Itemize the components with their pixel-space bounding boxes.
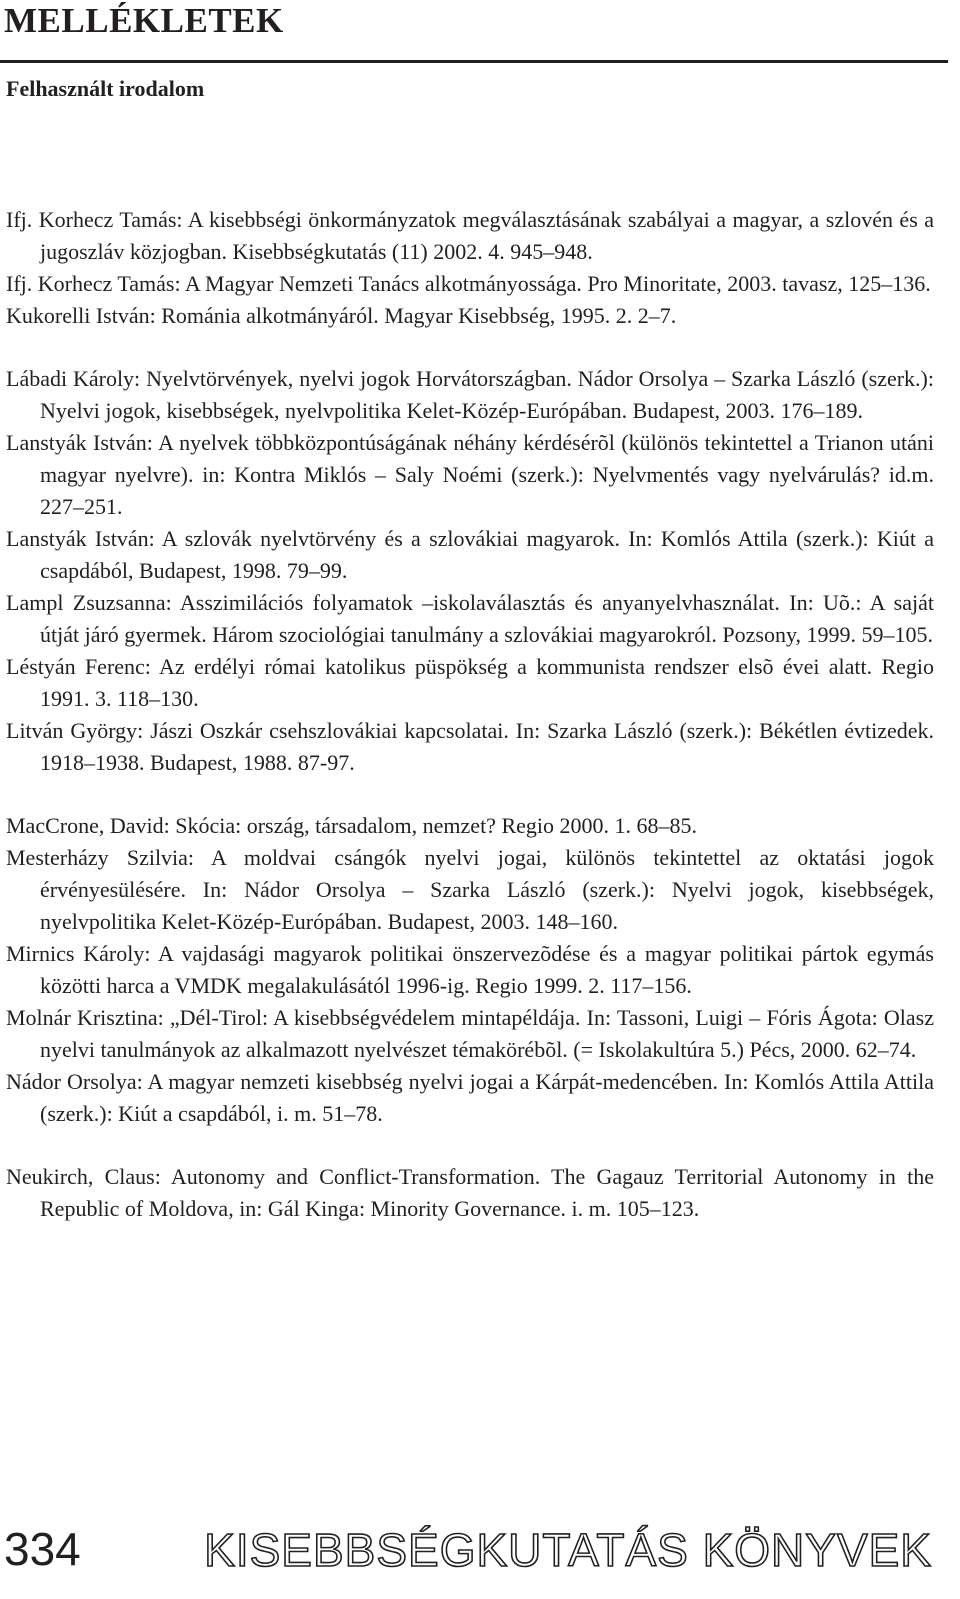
- section-heading: Felhasznált irodalom: [6, 76, 205, 101]
- reference-entry: Ifj. Korhecz Tamás: A Magyar Nemzeti Tanács alkotmányossága. Pro Minoritate, 2003. tavasz, 125–136.: [6, 271, 931, 296]
- reference-entry: Lanstyák István: A szlovák nyelvtörvény és a szlovákiai magyarok. In: Komlós Attila (szerk.): Kiút a csapdából, Budapest, 1998. 79–99.: [6, 526, 934, 583]
- reference-entry: Lanstyák István: A nyelvek többközpontúságának néhány kérdésérõl (különös tekintettel a Trianon utáni magyar nyelvre). in: Kontra Miklós – Saly Noémi (szerk.): Nyelvmentés vagy nyelvárulás? id.m. 227–251.: [6, 430, 934, 519]
- reference-entry: Kukorelli István: Románia alkotmányáról. Magyar Kisebbség, 1995. 2. 2–7.: [6, 303, 677, 328]
- reference-entry: MacCrone, David: Skócia: ország, társadalom, nemzet? Regio 2000. 1. 68–85.: [6, 813, 697, 838]
- reference-entry: Lampl Zsuzsanna: Asszimilációs folyamatok –iskolaválasztás és anyanyelvhasználat. In: Uõ.: A saját útját járó gyermek. Három szociológiai tanulmány a szlovákiai magyarokról. Pozsony, 1999. 59–105.: [6, 590, 934, 647]
- reference-entry: Mesterházy Szilvia: A moldvai csángók nyelvi jogai, különös tekintettel az oktatási jogok érvényesülésére. In: Nádor Orsolya – Szarka László (szerk.): Nyelvi jogok, kisebbségek, nyelvpolitika Kelet-Közép-Európában. Budapest, 2003. 148–160.: [6, 845, 934, 934]
- title-divider: [0, 60, 948, 63]
- reference-entry: Neukirch, Claus: Autonomy and Conflict-Transformation. The Gagauz Territorial Autonomy in the Republic of Moldova, in: Gál Kinga: Minority Governance. i. m. 105–123.: [6, 1164, 934, 1221]
- reference-entry: Nádor Orsolya: A magyar nemzeti kisebbség nyelvi jogai a Kárpát-medencében. In: Komlós Attila Attila (szerk.): Kiút a csapdából, i. m. 51–78.: [6, 1069, 934, 1126]
- reference-entry: Mirnics Károly: A vajdasági magyarok politikai önszervezõdése és a magyar politikai pártok egymás közötti harca a VMDK megalakulásától 1996-ig. Regio 1999. 2. 117–156.: [6, 941, 934, 998]
- reference-entry: Léstyán Ferenc: Az erdélyi római katolikus püspökség a kommunista rendszer elsõ évei alatt. Regio 1991. 3. 118–130.: [6, 654, 934, 711]
- reference-entry: Lábadi Károly: Nyelvtörvények, nyelvi jogok Horvátországban. Nádor Orsolya – Szarka László (szerk.): Nyelvi jogok, kisebbségek, nyelvpolitika Kelet-Közép-Európában. Budapest, 2003. 176–189.: [6, 366, 934, 423]
- page-number: 334: [4, 1523, 81, 1575]
- reference-entry: Ifj. Korhecz Tamás: A kisebbségi önkormányzatok megválasztásának szabályai a magyar, a szlovén és a jugoszláv közjogban. Kisebbségkutatás (11) 2002. 4. 945–948.: [6, 207, 934, 264]
- page-title: MELLÉKLETEK: [4, 1, 284, 40]
- series-title: KISEBBSÉGKUTATÁS KÖNYVEK: [204, 1524, 932, 1576]
- reference-entry: Litván György: Jászi Oszkár csehszlovákiai kapcsolatai. In: Szarka László (szerk.): Békétlen évtizedek. 1918–1938. Budapest, 1988. 87-97.: [6, 718, 934, 775]
- reference-list: [6, 204, 934, 1225]
- reference-entry: Molnár Krisztina: „Dél-Tirol: A kisebbségvédelem mintapéldája. In: Tassoni, Luigi – Fóris Ágota: Olasz nyelvi tanulmányok az alkalmazott nyelvészet témakörébõl. (= Iskolakultúra 5.) Pécs, 2000. 62–74.: [6, 1005, 934, 1062]
